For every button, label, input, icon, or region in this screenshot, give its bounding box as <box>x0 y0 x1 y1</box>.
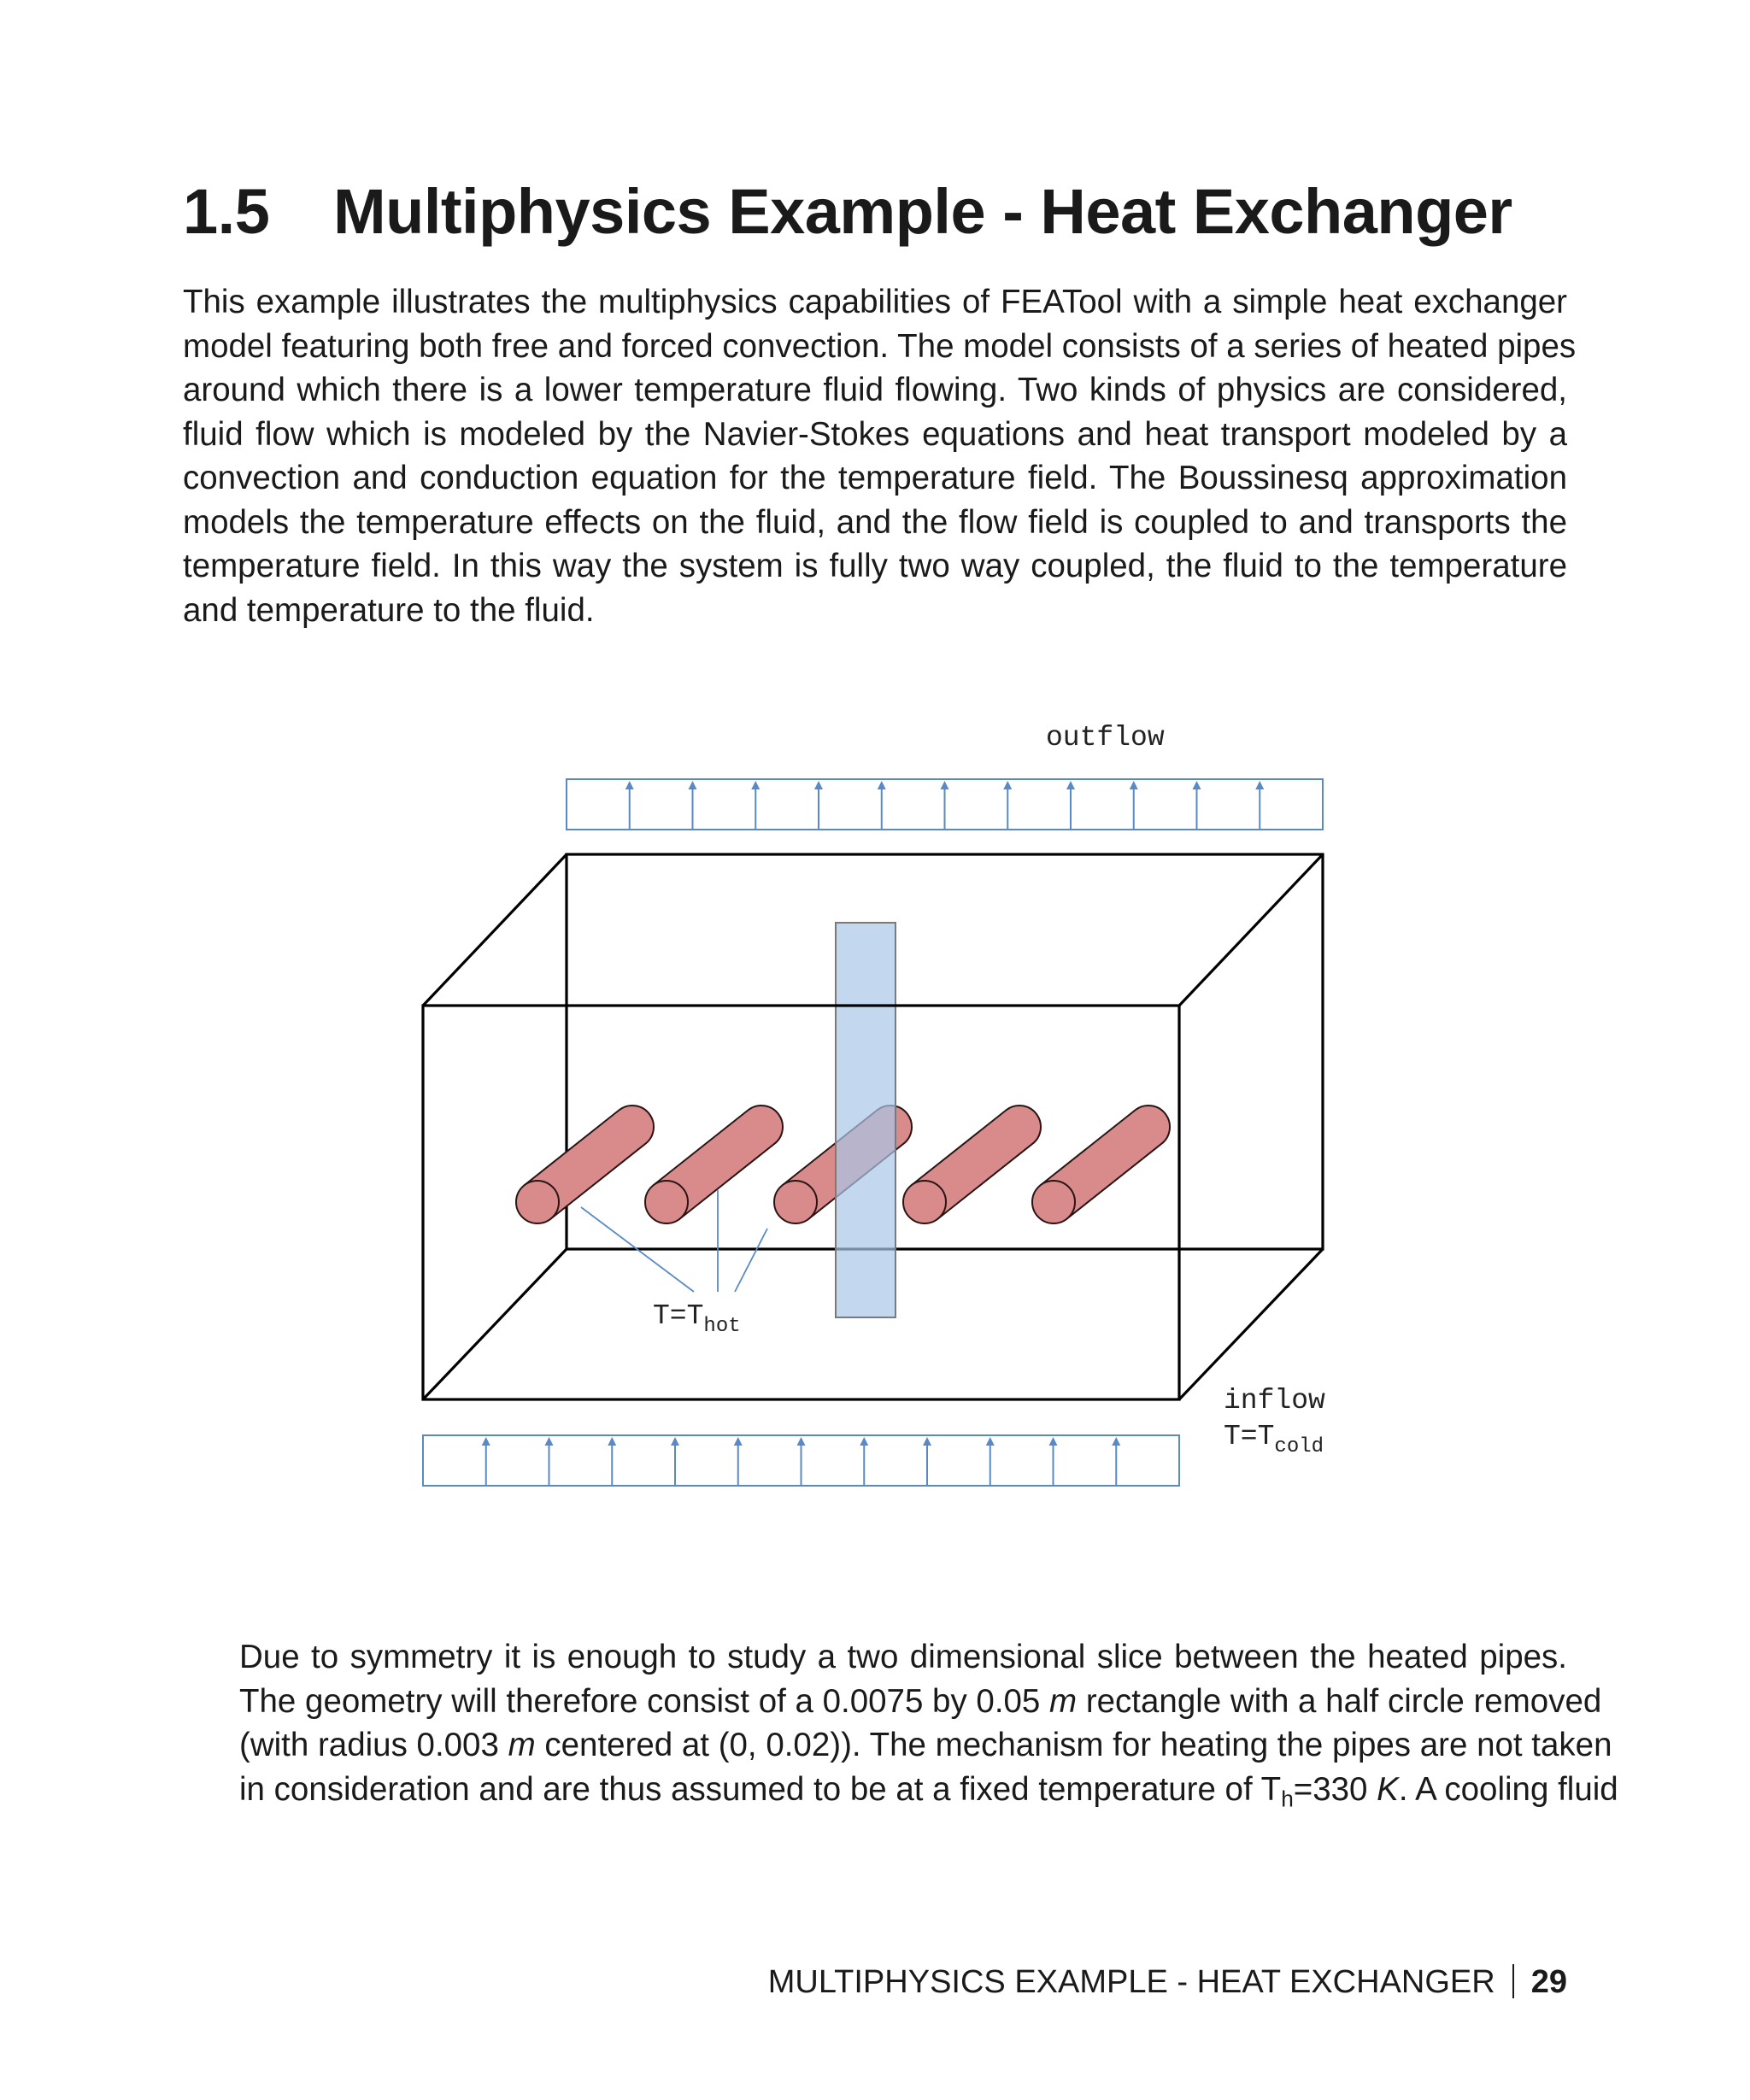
inflow-arrow-head <box>545 1437 554 1446</box>
pipe-end <box>774 1181 817 1223</box>
inflow-arrow-head <box>608 1437 616 1446</box>
inflow-label: inflow <box>1224 1385 1325 1417</box>
body-line: (with radius 0.003 m centered at (0, 0.02)). The mechanism for heating the pipes are not taken <box>239 1727 1612 1763</box>
outflow-arrow-head <box>751 781 760 789</box>
heated-pipe <box>1032 1106 1170 1223</box>
section-number: 1.5 <box>183 176 270 247</box>
intro-line: fluid flow which is modeled by the Navier-Stokes equations and heat transport modeled by a <box>183 415 1567 453</box>
leader-line <box>735 1229 767 1292</box>
body-line: in consideration and are thus assumed to be at a fixed temperature of $T_h=330$ K. A cooling fluid <box>239 1770 1618 1811</box>
outflow-arrows <box>567 779 1323 830</box>
outflow-arrow-head <box>625 781 634 789</box>
inflow-arrow-head <box>986 1437 995 1446</box>
intro-line: models the temperature effects on the fluid, and the flow field is coupled to and transports the <box>183 503 1567 541</box>
box-edge <box>423 854 567 1006</box>
box-edge <box>1179 854 1323 1006</box>
intro-line: This example illustrates the multiphysics capabilities of FEATool with a simple heat exchanger <box>183 284 1567 320</box>
intro-line: and temperature to the fluid. <box>183 591 595 629</box>
cold-temperature-label: $T=T_{cold}$ <box>1224 1421 1324 1458</box>
hot-temperature-label: $T=T_{hot}$ <box>653 1300 741 1338</box>
outflow-arrow-head <box>941 781 949 789</box>
box-edge <box>1179 1249 1323 1399</box>
inflow-arrows <box>423 1435 1179 1486</box>
outflow-arrow-head <box>878 781 886 789</box>
inflow-arrow-head <box>734 1437 743 1446</box>
body-line: The geometry will therefore consist of a 0.0075 by 0.05 m rectangle with a half circle removed <box>239 1682 1602 1720</box>
outflow-arrow-head <box>1066 781 1075 789</box>
outflow-arrow-head <box>1193 781 1201 789</box>
inflow-arrow-head <box>671 1437 679 1446</box>
page-number: 29 <box>1530 1964 1567 2000</box>
footer-divider <box>1512 1964 1514 1998</box>
inflow-arrow-head <box>860 1437 868 1446</box>
body-paragraph <box>183 1635 1618 1811</box>
page-footer <box>768 1962 1567 2003</box>
inflow-arrow-head <box>482 1437 490 1446</box>
pipe-end <box>903 1181 946 1223</box>
outflow-arrow-head <box>1255 781 1264 789</box>
outflow-arrow-head <box>814 781 823 789</box>
pipe-end <box>1032 1181 1075 1223</box>
running-title: MULTIPHYSICS EXAMPLE - HEAT EXCHANGER <box>767 1964 1495 2000</box>
intro-line: convection and conduction equation for the temperature field. The Boussinesq approximation <box>183 460 1567 496</box>
outflow-arrow-head <box>1130 781 1138 789</box>
pipe-end <box>516 1181 559 1223</box>
symmetry-slice <box>836 923 896 1317</box>
intro-line: temperature field. In this way the system is fully two way coupled, the fluid to the temperature <box>183 548 1567 584</box>
inflow-arrow-head <box>1112 1437 1120 1446</box>
inflow-arrow-head <box>1049 1437 1058 1446</box>
intro-line: model featuring both free and forced convection. The model consists of a series of heated pipes <box>183 327 1577 365</box>
outflow-arrow-head <box>689 781 697 789</box>
inflow-arrow-head <box>923 1437 931 1446</box>
intro-line: around which there is a lower temperature fluid flowing. Two kinds of physics are considered, <box>183 372 1567 408</box>
box-edge <box>423 1249 567 1399</box>
inflow-arrow-head <box>797 1437 806 1446</box>
outflow-arrow-head <box>1003 781 1012 789</box>
pipe-end <box>645 1181 688 1223</box>
section-title: Multiphysics Example - Heat Exchanger <box>333 176 1512 247</box>
heated-pipe <box>516 1106 654 1223</box>
heated-pipe <box>645 1106 783 1223</box>
body-line: Due to symmetry it is enough to study a two dimensional slice between the heated pipes. <box>239 1639 1567 1675</box>
heated-pipe <box>903 1106 1041 1223</box>
outflow-label: outflow <box>1046 722 1165 754</box>
